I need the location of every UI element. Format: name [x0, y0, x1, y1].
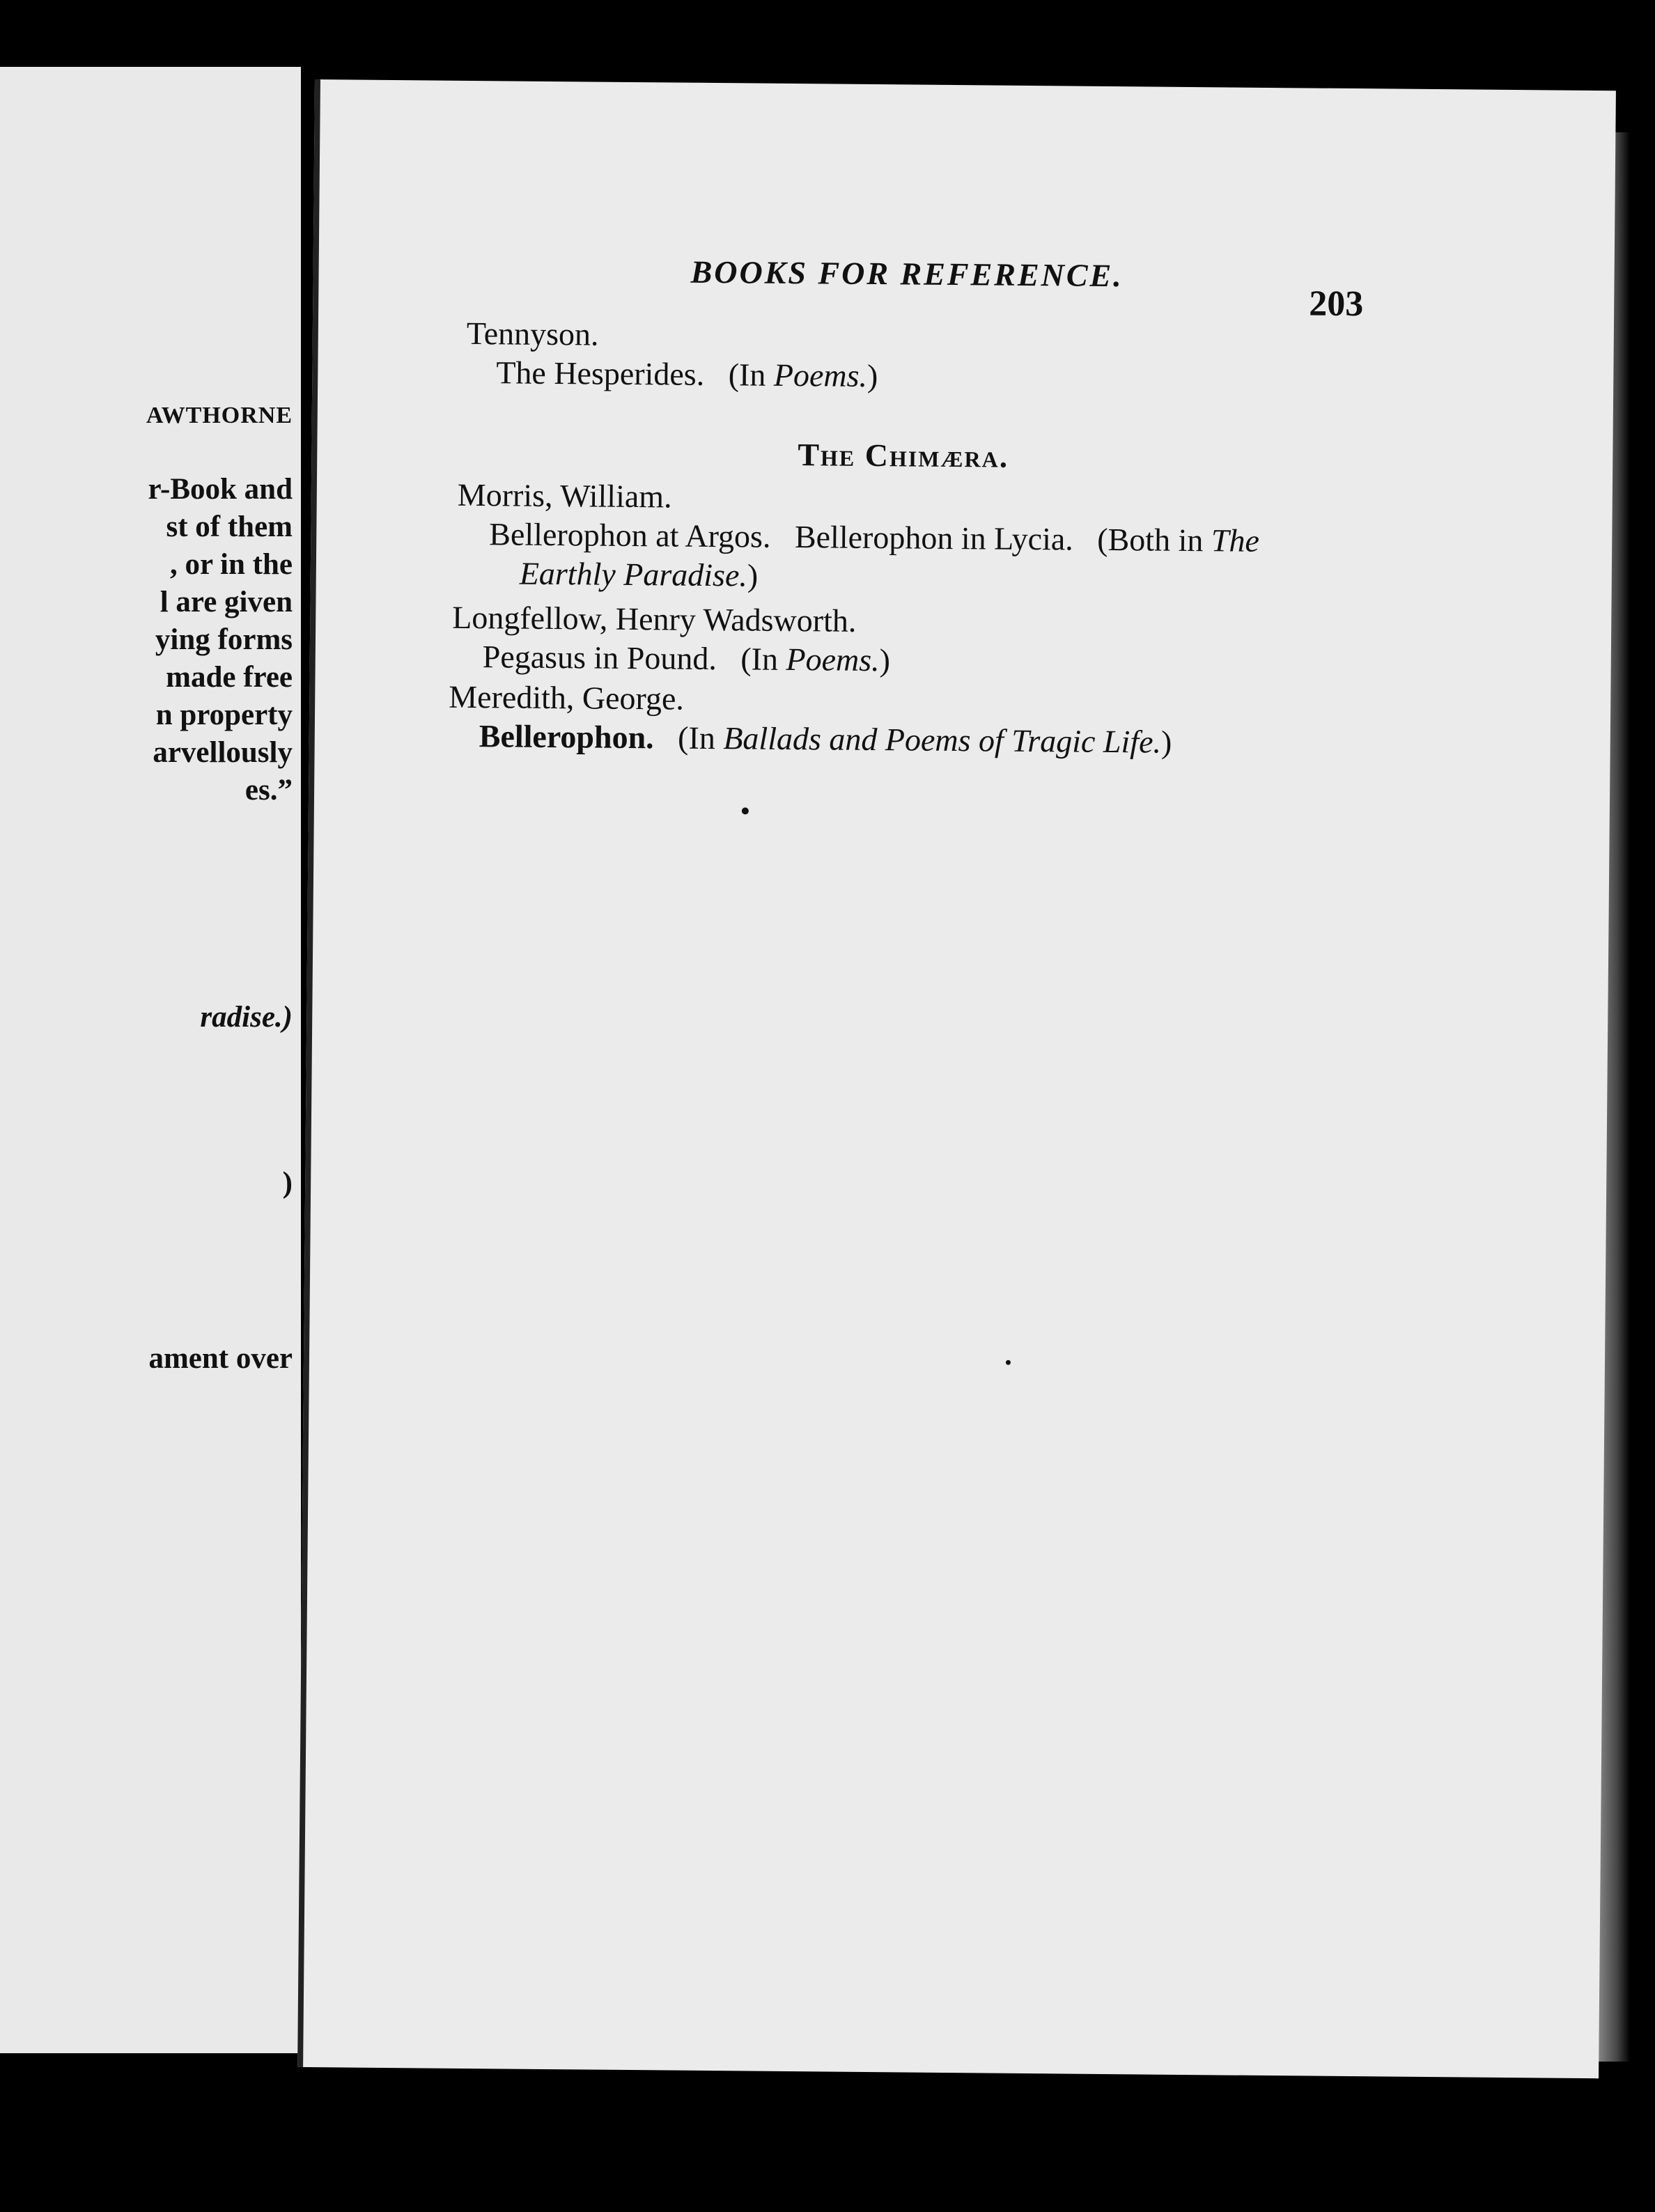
source-close: )	[1160, 724, 1172, 760]
source-open: (Both in	[1097, 521, 1212, 559]
source-title: Poems.	[773, 357, 868, 394]
source-title: Earthly Paradise.	[519, 555, 748, 593]
work-longfellow	[483, 638, 891, 678]
left-text-line: )	[282, 1167, 293, 1199]
author-longfellow: Longfellow, Henry Wadsworth.	[452, 599, 857, 639]
work-title: Bellerophon at Argos.	[489, 516, 771, 554]
source-close: )	[747, 557, 759, 593]
works-morris	[489, 515, 1259, 559]
author-meredith: Meredith, George.	[449, 678, 685, 717]
source-open: (In	[740, 641, 786, 677]
work-title: Bellerophon in Lycia.	[794, 519, 1074, 557]
works-morris-cont	[520, 555, 759, 594]
left-text-line: r-Book and	[148, 473, 293, 506]
ink-speck	[742, 807, 749, 814]
work-title: Bellerophon.	[479, 718, 654, 756]
left-text-line: made free	[166, 661, 293, 694]
left-text-line: ament over	[148, 1342, 293, 1375]
work-title: The Hesperides.	[496, 355, 705, 392]
source-title: The	[1211, 522, 1260, 559]
left-text-line: es.”	[244, 774, 293, 807]
left-page	[0, 67, 301, 2053]
work-meredith	[479, 717, 1172, 761]
author-morris: Morris, William.	[457, 476, 672, 515]
source-close: )	[867, 357, 878, 394]
section-title: The Chimæra.	[798, 437, 1009, 474]
left-text-line: n property	[155, 699, 293, 731]
source-open: (In	[677, 719, 724, 756]
left-text-line: arvellously	[153, 736, 293, 769]
work-title: Pegasus in Pound.	[482, 639, 717, 677]
work-tennyson	[496, 354, 878, 394]
source-close: )	[879, 642, 891, 678]
source-title: Ballads and Poems of Tragic Life.	[723, 720, 1162, 760]
left-text-line: radise.)	[200, 1001, 293, 1034]
left-text-line: st of them	[166, 511, 293, 543]
source-open: (In	[728, 357, 775, 393]
ink-speck	[1006, 1360, 1011, 1365]
source-title: Poems.	[786, 641, 880, 678]
running-head: BOOKS FOR REFERENCE.	[690, 254, 1124, 294]
page-number: 203	[1308, 283, 1364, 325]
right-page	[297, 79, 1616, 2078]
left-text-line: ying forms	[155, 623, 293, 656]
left-text-line: , or in the	[170, 548, 293, 581]
left-running-head: AWTHORNE	[146, 403, 293, 428]
author-tennyson: Tennyson.	[466, 315, 599, 352]
left-text-line: l are given	[160, 586, 293, 618]
